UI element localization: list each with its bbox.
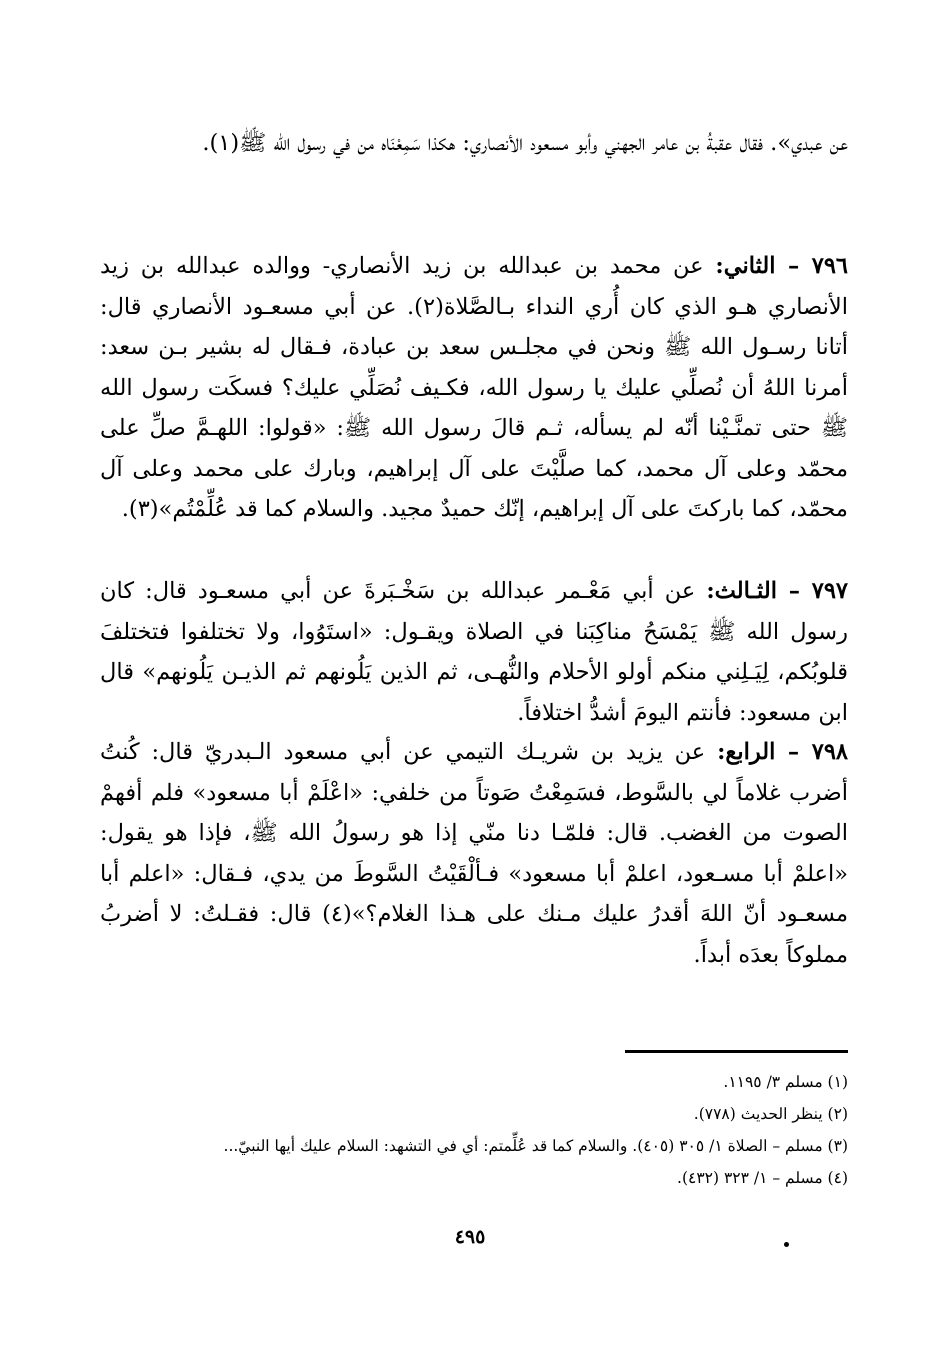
hadith-number: ٧٩٨ – الرابع: — [717, 739, 848, 765]
paragraph-text: عن عبدي». فقال عقبةُ بن عامر الجهني وأبو مسعود الأنصاري: هكذا سَمِعْنَاه من في رسول الله ﷺ(١). — [202, 130, 848, 156]
paragraph-continuation — [100, 123, 848, 164]
hadith-796 — [100, 246, 848, 530]
footnote-separator — [625, 1050, 848, 1053]
hadith-798 — [100, 732, 848, 975]
footnotes — [100, 1066, 848, 1194]
hadith-text: عن أبي مَعْـمر عبدالله بن سَخْـبَرةَ عن أبي مسعـود قال: كان رسول الله ﷺ يَمْسَحُ مناكِبَنا في الصلاة ويقـول: «استَوُوا، ولا تختلفوا فتختلفَ قلوبُكم، لِيَـلِني منكم أولو الأحلام والنُّهـى، ثم الذين يَلُونهم ثم الذيـن يَلُونهم» قال ابن مسعود: فأنتم اليومَ أشدُّ اختلافاً. — [100, 578, 848, 726]
hadith-797 — [100, 571, 848, 733]
footnote: (١) مسلم ٣/ ١١٩٥. — [723, 1073, 848, 1091]
hadith-number: ٧٩٦ – الثاني: — [715, 253, 848, 279]
scan-dot — [784, 1242, 789, 1247]
footnote: (٣) مسلم – الصلاة ١/ ٣٠٥ (٤٠٥). والسلام كما قد عُلِّمتم: أي في التشهد: السلام عليك أيها النبيّ... — [223, 1137, 848, 1155]
page-number: ٤٩٥ — [454, 1226, 486, 1248]
footnote: (٢) ينظر الحديث (٧٧٨). — [693, 1105, 848, 1123]
hadith-text: عن محمد بن عبدالله بن زيد الأنصاري- ووالده عبدالله بن زيد الأنصاري هـو الذي كان أُري النداء بـالصَّلاة(٢). عن أبي مسعـود الأنصاري قال: أتانا رسـول الله ﷺ ونحن في مجلـس سعد بن عبادة، فـقال له بشير بـن سعد: أمرنا اللهُ أن نُصلِّي عليك يا رسول الله، فكـيف نُصَلِّي عليك؟ فسكَت رسول الله ﷺ حتى تمنَّـيْنا أنّه لم يسأله، ثـم قالَ رسول الله ﷺ: «قولوا: اللهـمَّ صلِّ على محمّد وعلى آل محمد، كما صلَّيْتَ على آل إبراهيم، وبارك على محمد وعلى آل محمّد، كما باركتَ على آل إبراهيم، إنّك حميدٌ مجيد. والسلام كما قد عُلِّمْتُم»(٣). — [100, 253, 849, 522]
hadith-text: عن يزيد بن شريـك التيمي عن أبي مسعود الـبدريّ قال: كُنتُ أضرب غلاماً لي بالسَّوط، فسَمِعْتُ صَوتاً من خلفي: «اعْلَمْ أبا مسعود» فلم أفهمْ الصوت من الغضب. قال: فلمّـا دنا منّي إذا هو رسولُ الله ﷺ، فإذا هو يقول: «اعلمْ أبا مسـعود، اعلمْ أبا مسعود» فـألْقَيْتُ السَّوطَ من يدي، فـقال: «اعلم أبا مسعـود أنّ اللهَ أقدرُ عليك مـنك على هـذا الغلام؟»(٤) قال: فقـلتُ: لا أضربُ مملوكاً بعدَه أبداً. — [100, 739, 849, 968]
footnote: (٤) مسلم – ١/ ٣٢٣ (٤٣٢). — [677, 1169, 848, 1187]
hadith-number: ٧٩٧ – الثـالث: — [706, 578, 849, 604]
